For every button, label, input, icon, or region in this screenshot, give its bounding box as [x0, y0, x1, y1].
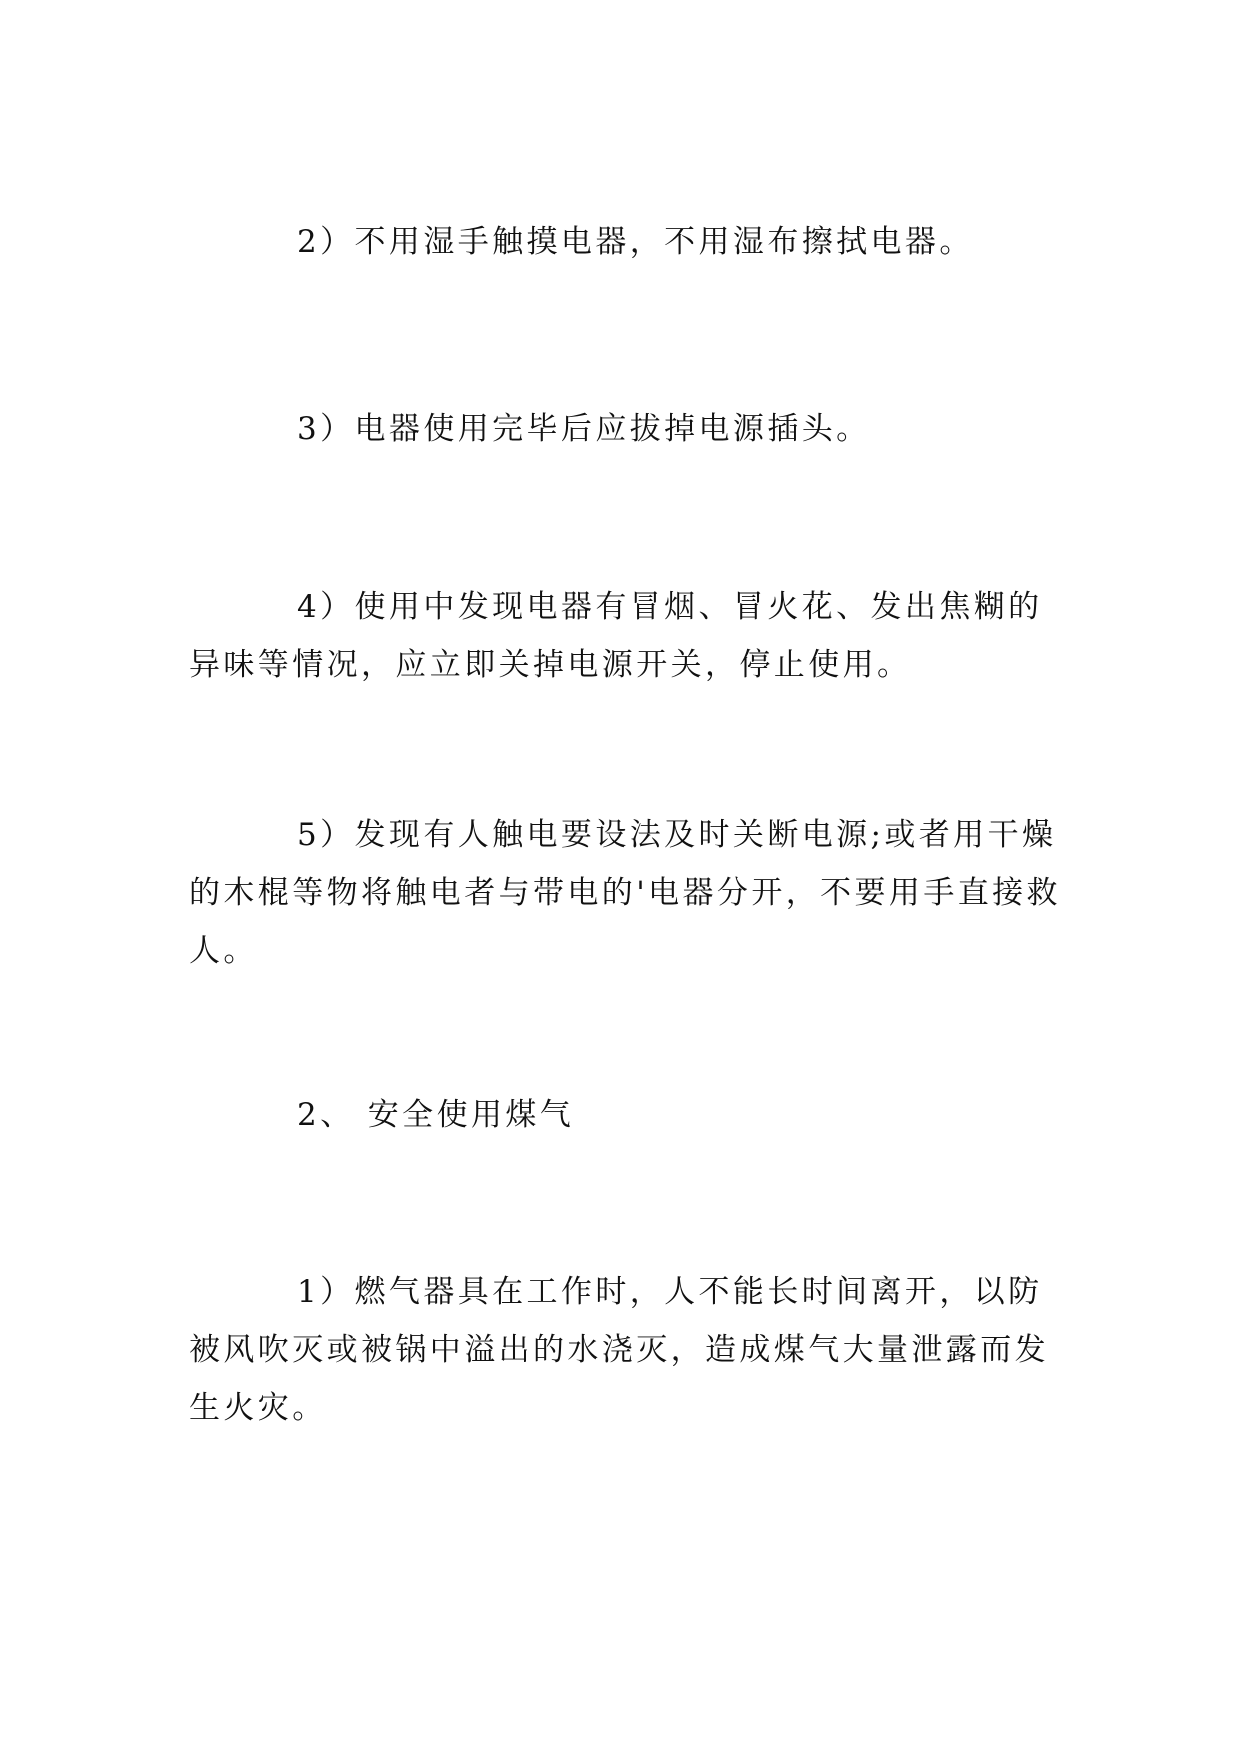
paragraph-gas-appliance: 1）燃气器具在工作时，人不能长时间离开，以防被风吹灭或被锅中溢出的水浇灭，造成煤气大量泄露而发生火灾。	[189, 1274, 1049, 1426]
paragraph-unplug-wet-hands: 2）不用湿手触摸电器，不用湿布擦拭电器。	[297, 224, 974, 260]
paragraph-smoke-spark: 4）使用中发现电器有冒烟、冒火花、发出焦糊的异味等情况，应立即关掉电源开关，停止使用。	[189, 589, 1043, 683]
section-heading-gas-safety: 2、 安全使用煤气	[297, 1097, 575, 1133]
paragraph-electric-shock: 5）发现有人触电要设法及时关断电源;或者用干燥的木棍等物将触电者与带电的'电器分开，不要用手直接救人。	[189, 817, 1061, 969]
paragraph-unplug-after-use: 3）电器使用完毕后应拔掉电源插头。	[297, 411, 871, 447]
